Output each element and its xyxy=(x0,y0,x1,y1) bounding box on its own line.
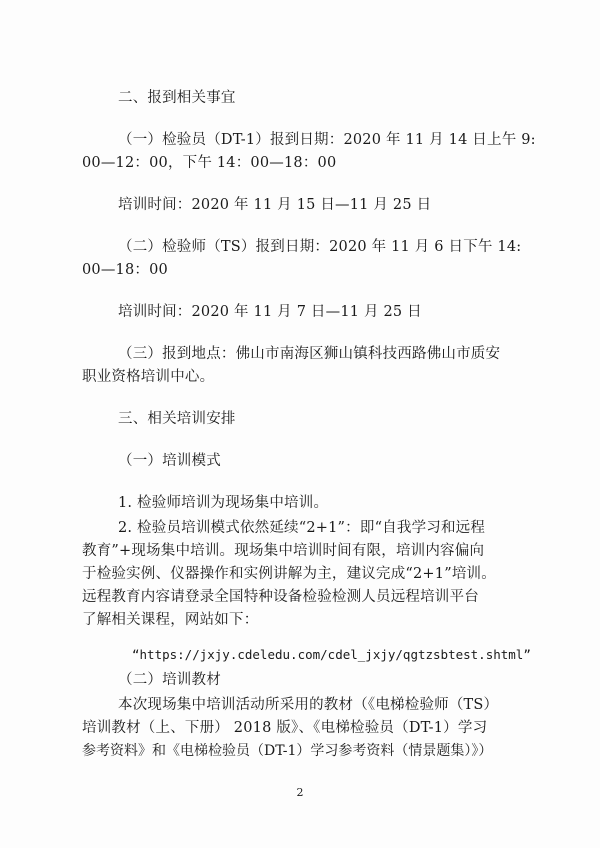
list-item: 1. 检验师培训为现场集中培训。 xyxy=(118,495,329,511)
paragraph-line: 于检验实例、仪器操作和实例讲解为主，建议完成“2+1”培训。 xyxy=(82,566,496,582)
heading-training-arrangement: 三、相关培训安排 xyxy=(118,411,236,427)
paragraph-line: （三）报到地点：佛山市南海区狮山镇科技西路佛山市质安 xyxy=(118,346,501,362)
paragraph-line: 教育”+现场集中培训。现场集中培训时间有限，培训内容偏向 xyxy=(82,543,485,559)
paragraph-line: 培训教材（上、下册） 2018 版》、《电梯检验员（DT-1）学习 xyxy=(82,720,488,736)
paragraph-line: （一）检验员（DT-1）报到日期：2020 年 11 月 14 日上午 9: xyxy=(118,132,536,148)
subheading-training-materials: （二）培训教材 xyxy=(118,672,221,688)
paragraph-line: 参考资料》和《电梯检验员（DT-1）学习参考资料（情景题集）》） xyxy=(82,743,493,759)
website-url: “https://jxjy.cdeledu.com/cdel_jxjy/qgtzsbtest.shtml” xyxy=(132,647,531,662)
paragraph-line: 了解相关课程，网站如下： xyxy=(82,612,259,628)
paragraph-line: 00—18：00 xyxy=(82,262,168,278)
list-item: 2. 检验员培训模式依然延续“2+1”：即“自我学习和远程 xyxy=(118,520,486,536)
paragraph-line: 本次现场集中培训活动所采用的教材（《电梯检验师（TS） xyxy=(118,697,499,713)
paragraph-line: （二）检验师（TS）报到日期：2020 年 11 月 6 日下午 14: xyxy=(118,239,522,255)
paragraph-line: 远程教育内容请登录全国特种设备检验检测人员远程培训平台 xyxy=(82,589,479,605)
page-number: 2 xyxy=(296,786,304,799)
paragraph-line: 培训时间：2020 年 11 月 7 日—11 月 25 日 xyxy=(118,304,422,320)
paragraph-line: 培训时间：2020 年 11 月 15 日—11 月 25 日 xyxy=(118,197,432,213)
subheading-training-mode: （一）培训模式 xyxy=(118,453,221,469)
paragraph-line: 00—12：00，下午 14：00—18：00 xyxy=(82,155,337,171)
heading-registration: 二、报到相关事宜 xyxy=(118,90,236,106)
paragraph-line: 职业资格培训中心。 xyxy=(82,369,215,385)
